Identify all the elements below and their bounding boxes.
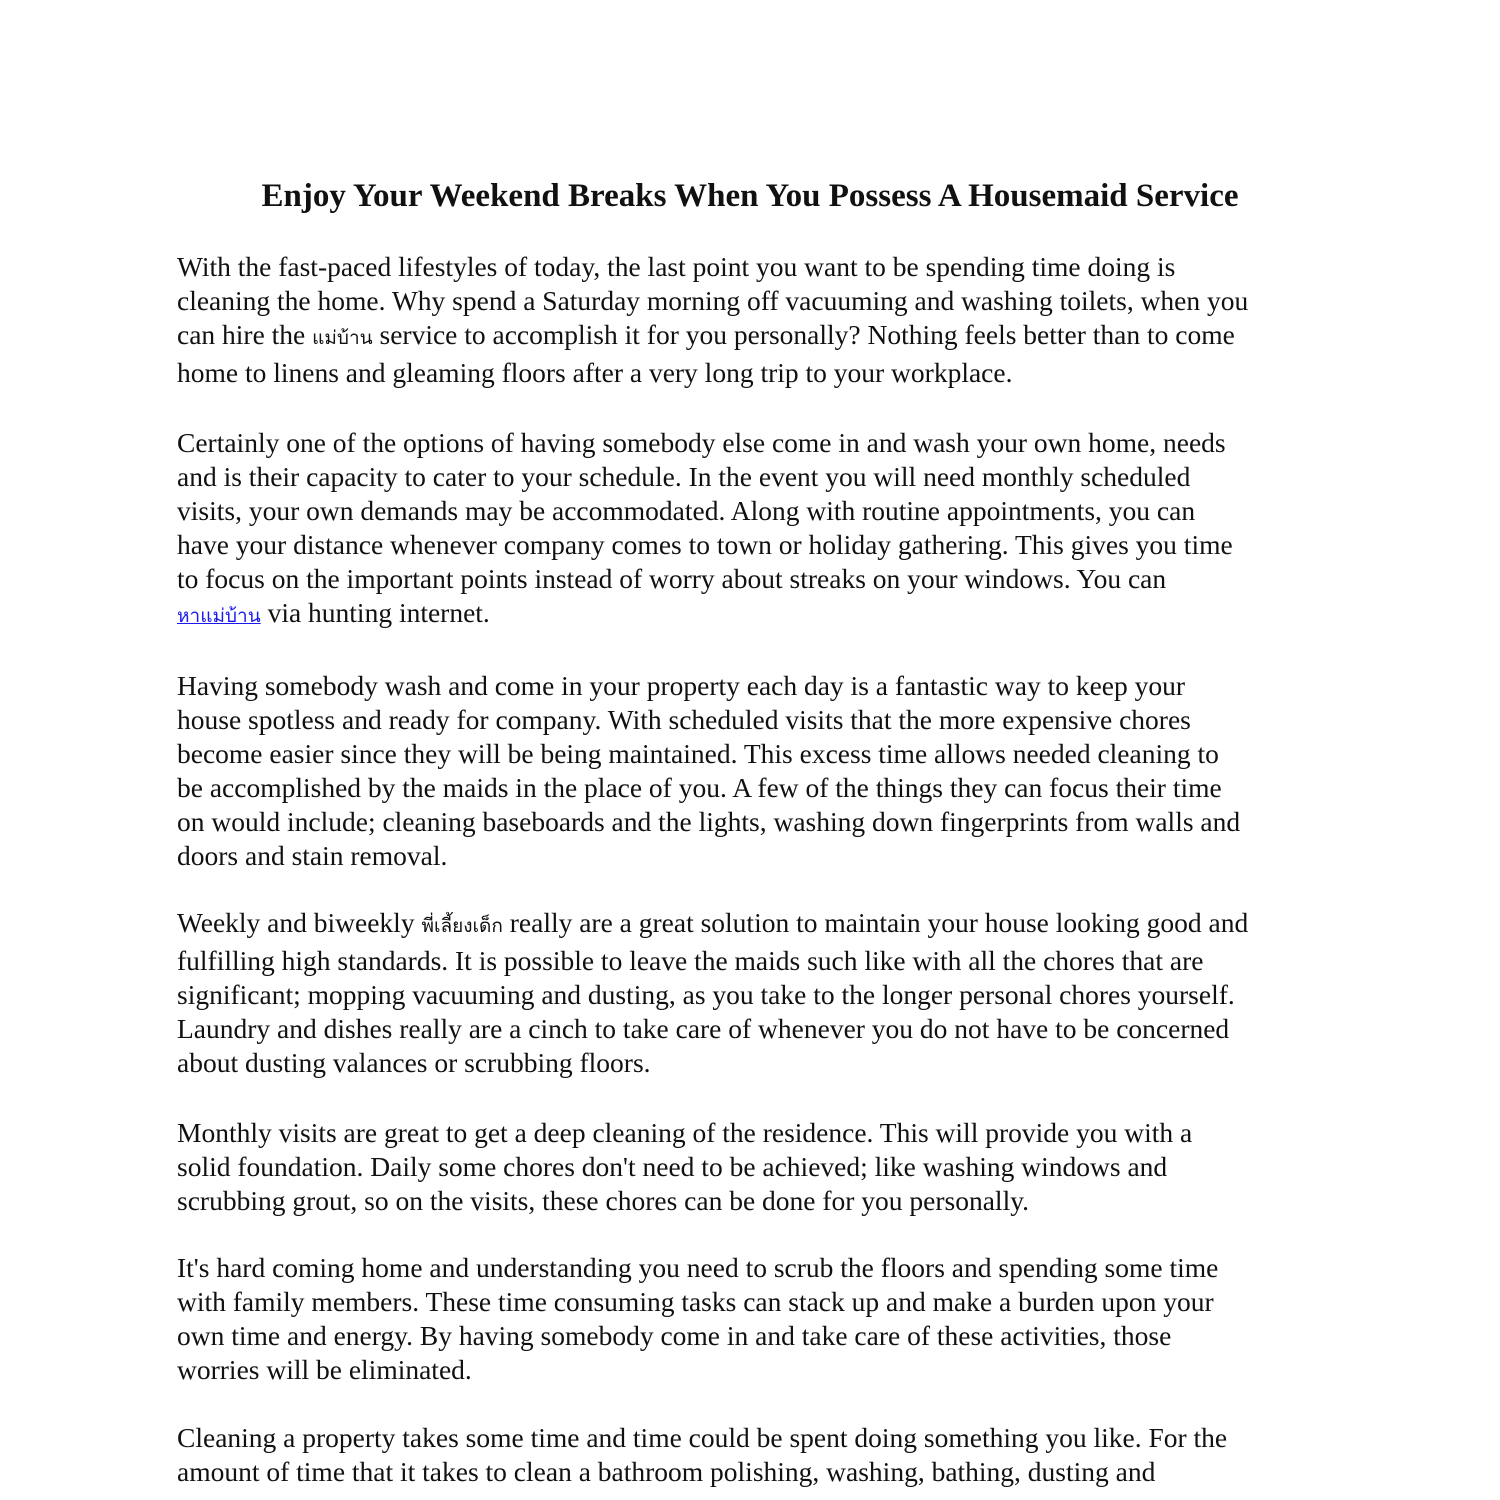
paragraph-6: [177, 1251, 1337, 1387]
paragraph-line: [177, 596, 1337, 630]
paragraph-line: doors and stain removal.: [177, 840, 448, 871]
paragraph-line: with family members. These time consuming tasks can stack up and make a burden upon your: [177, 1286, 1214, 1317]
paragraph-line: about dusting valances or scrubbing floors.: [177, 1047, 651, 1078]
paragraph-line: own time and energy. By having somebody come in and take care of these activities, those: [177, 1320, 1172, 1351]
paragraph-line: solid foundation. Daily some chores don't need to be achieved; like washing windows and: [177, 1151, 1168, 1182]
paragraph-5: [177, 1116, 1337, 1218]
paragraph-7: [177, 1421, 1337, 1489]
paragraph-2: [177, 426, 1337, 630]
paragraph-line: have your distance whenever company comes to town or holiday gathering. This gives you time: [177, 529, 1233, 560]
paragraph-line: amount of time that it takes to clean a bathroom polishing, washing, bathing, dusting and: [177, 1456, 1156, 1487]
thai-term-maid: แม่บ้าน: [312, 327, 373, 349]
paragraph-line: and is their capacity to cater to your schedule. In the event you will need monthly scheduled: [177, 461, 1191, 492]
document-title: Enjoy Your Weekend Breaks When You Possess A Housemaid Service: [261, 178, 1239, 214]
text-fragment: service to accomplish it for you personally? Nothing feels better than to come: [372, 319, 1235, 350]
paragraph-1: [177, 250, 1337, 390]
text-fragment: Weekly and biweekly: [177, 907, 422, 938]
text-fragment: really are a great solution to maintain your house looking good and: [502, 907, 1249, 938]
paragraph-4: [177, 906, 1337, 1080]
text-fragment: can hire the: [177, 319, 313, 350]
paragraph-line: It's hard coming home and understanding you need to scrub the floors and spending some time: [177, 1252, 1219, 1283]
text-fragment: via hunting internet.: [260, 597, 490, 628]
paragraph-line: become easier since they will be being maintained. This excess time allows needed cleaning to: [177, 738, 1219, 769]
paragraph-line: Certainly one of the options of having somebody else come in and wash your own home, needs: [177, 427, 1226, 458]
paragraph-line: visits, your own demands may be accommodated. Along with routine appointments, you can: [177, 495, 1196, 526]
find-maid-link[interactable]: หาแม่บ้าน: [177, 605, 261, 627]
paragraph-line: significant; mopping vacuuming and dusting, as you take to the longer personal chores yourself.: [177, 979, 1235, 1010]
paragraph-line: Having somebody wash and come in your property each day is a fantastic way to keep your: [177, 670, 1186, 701]
paragraph-line: [177, 318, 1337, 356]
paragraph-line: scrubbing grout, so on the visits, these chores can be done for you personally.: [177, 1185, 1030, 1216]
paragraph-line: cleaning the home. Why spend a Saturday morning off vacuuming and washing toilets, when you: [177, 285, 1249, 316]
paragraph-line: house spotless and ready for company. With scheduled visits that the more expensive chores: [177, 704, 1191, 735]
paragraph-line: worries will be eliminated.: [177, 1354, 472, 1385]
paragraph-line: Laundry and dishes really are a cinch to take care of whenever you do not have to be concerned: [177, 1013, 1230, 1044]
paragraph-line: on would include; cleaning baseboards and the lights, washing down fingerprints from walls and: [177, 806, 1241, 837]
paragraph-3: [177, 669, 1337, 873]
paragraph-line: be accomplished by the maids in the place of you. A few of the things they can focus their time: [177, 772, 1222, 803]
paragraph-line: [177, 906, 1337, 944]
paragraph-line: Cleaning a property takes some time and time could be spent doing something you like. For the: [177, 1422, 1228, 1453]
paragraph-line: With the fast-paced lifestyles of today, the last point you want to be spending time doing is: [177, 251, 1176, 282]
paragraph-line: fulfilling high standards. It is possible to leave the maids such like with all the chores that are: [177, 945, 1204, 976]
paragraph-line: home to linens and gleaming floors after a very long trip to your workplace.: [177, 357, 1013, 388]
thai-term-nanny: พี่เลี้ยงเด็ก: [421, 915, 503, 937]
paragraph-line: Monthly visits are great to get a deep cleaning of the residence. This will provide you with a: [177, 1117, 1193, 1148]
paragraph-line: to focus on the important points instead of worry about streaks on your windows. You can: [177, 563, 1167, 594]
